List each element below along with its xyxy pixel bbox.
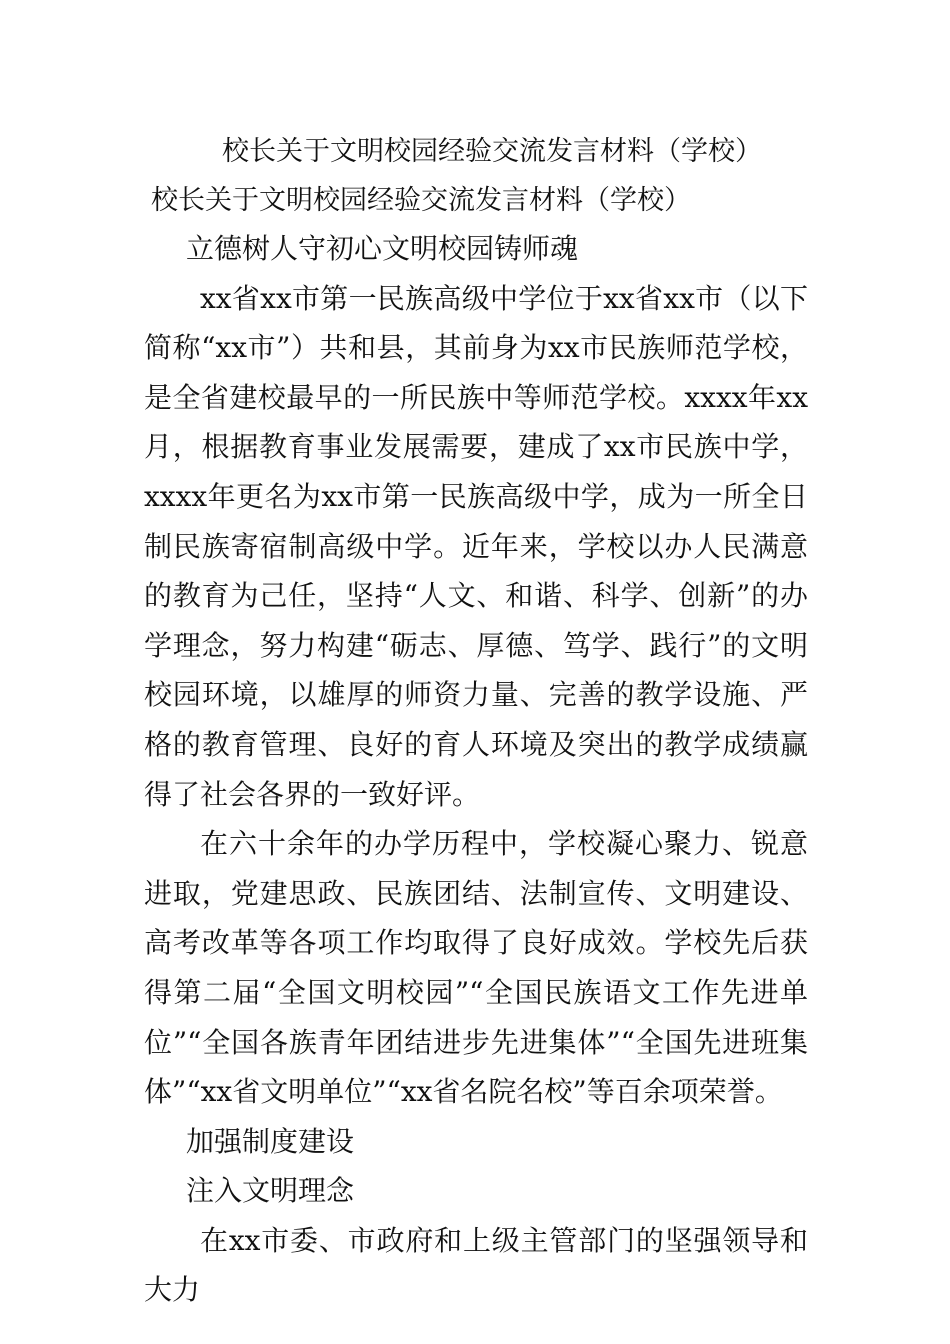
body-paragraph: 在xx市委、市政府和上级主管部门的坚强领导和大力: [144, 1223, 808, 1307]
document-body: [144, 224, 808, 1315]
body-paragraph: xx省xx市第一民族高级中学位于xx省xx市（以下简称“xx市”）共和县，其前身为xx市民族师范学校，是全省建校最早的一所民族中等师范学校。xxxx年xx月，根据教育事业发展需要，建成了xx市民族中学，xxxx年更名为xx市第一民族高级中学，成为一所全日制民族寄宿制高级中学。近年来，学校以办人民满意的教育为己任，坚持“人文、和谐、科学、创新”的办学理念，努力构建“砺志、厚德、笃学、践行”的文明校园环境，以雄厚的师资力量、完善的教学设施、严格的教育管理、良好的育人环境及突出的教学成绩赢得了社会各界的一致好评。: [144, 281, 808, 811]
document-title: 校长关于文明校园经验交流发言材料（学校）: [222, 136, 762, 167]
body-paragraph: 在六十余年的办学历程中，学校凝心聚力、锐意进取，党建思政、民族团结、法制宣传、文明建设、高考改革等各项工作均取得了良好成效。学校先后获得第二届“全国文明校园”“全国民族语文工作先进单位”“全国各族青年团结进步先进集体”“全国先进班集体”“xx省文明单位”“xx省名院名校”等百余项荣誉。: [144, 827, 808, 1109]
section-heading: 立德树人守初心文明校园铸师魂: [186, 232, 579, 265]
section-heading: 加强制度建设: [186, 1124, 355, 1158]
section-heading: 注入文明理念: [186, 1174, 355, 1208]
document-subtitle: 校长关于文明校园经验交流发言材料（学校）: [151, 185, 691, 216]
